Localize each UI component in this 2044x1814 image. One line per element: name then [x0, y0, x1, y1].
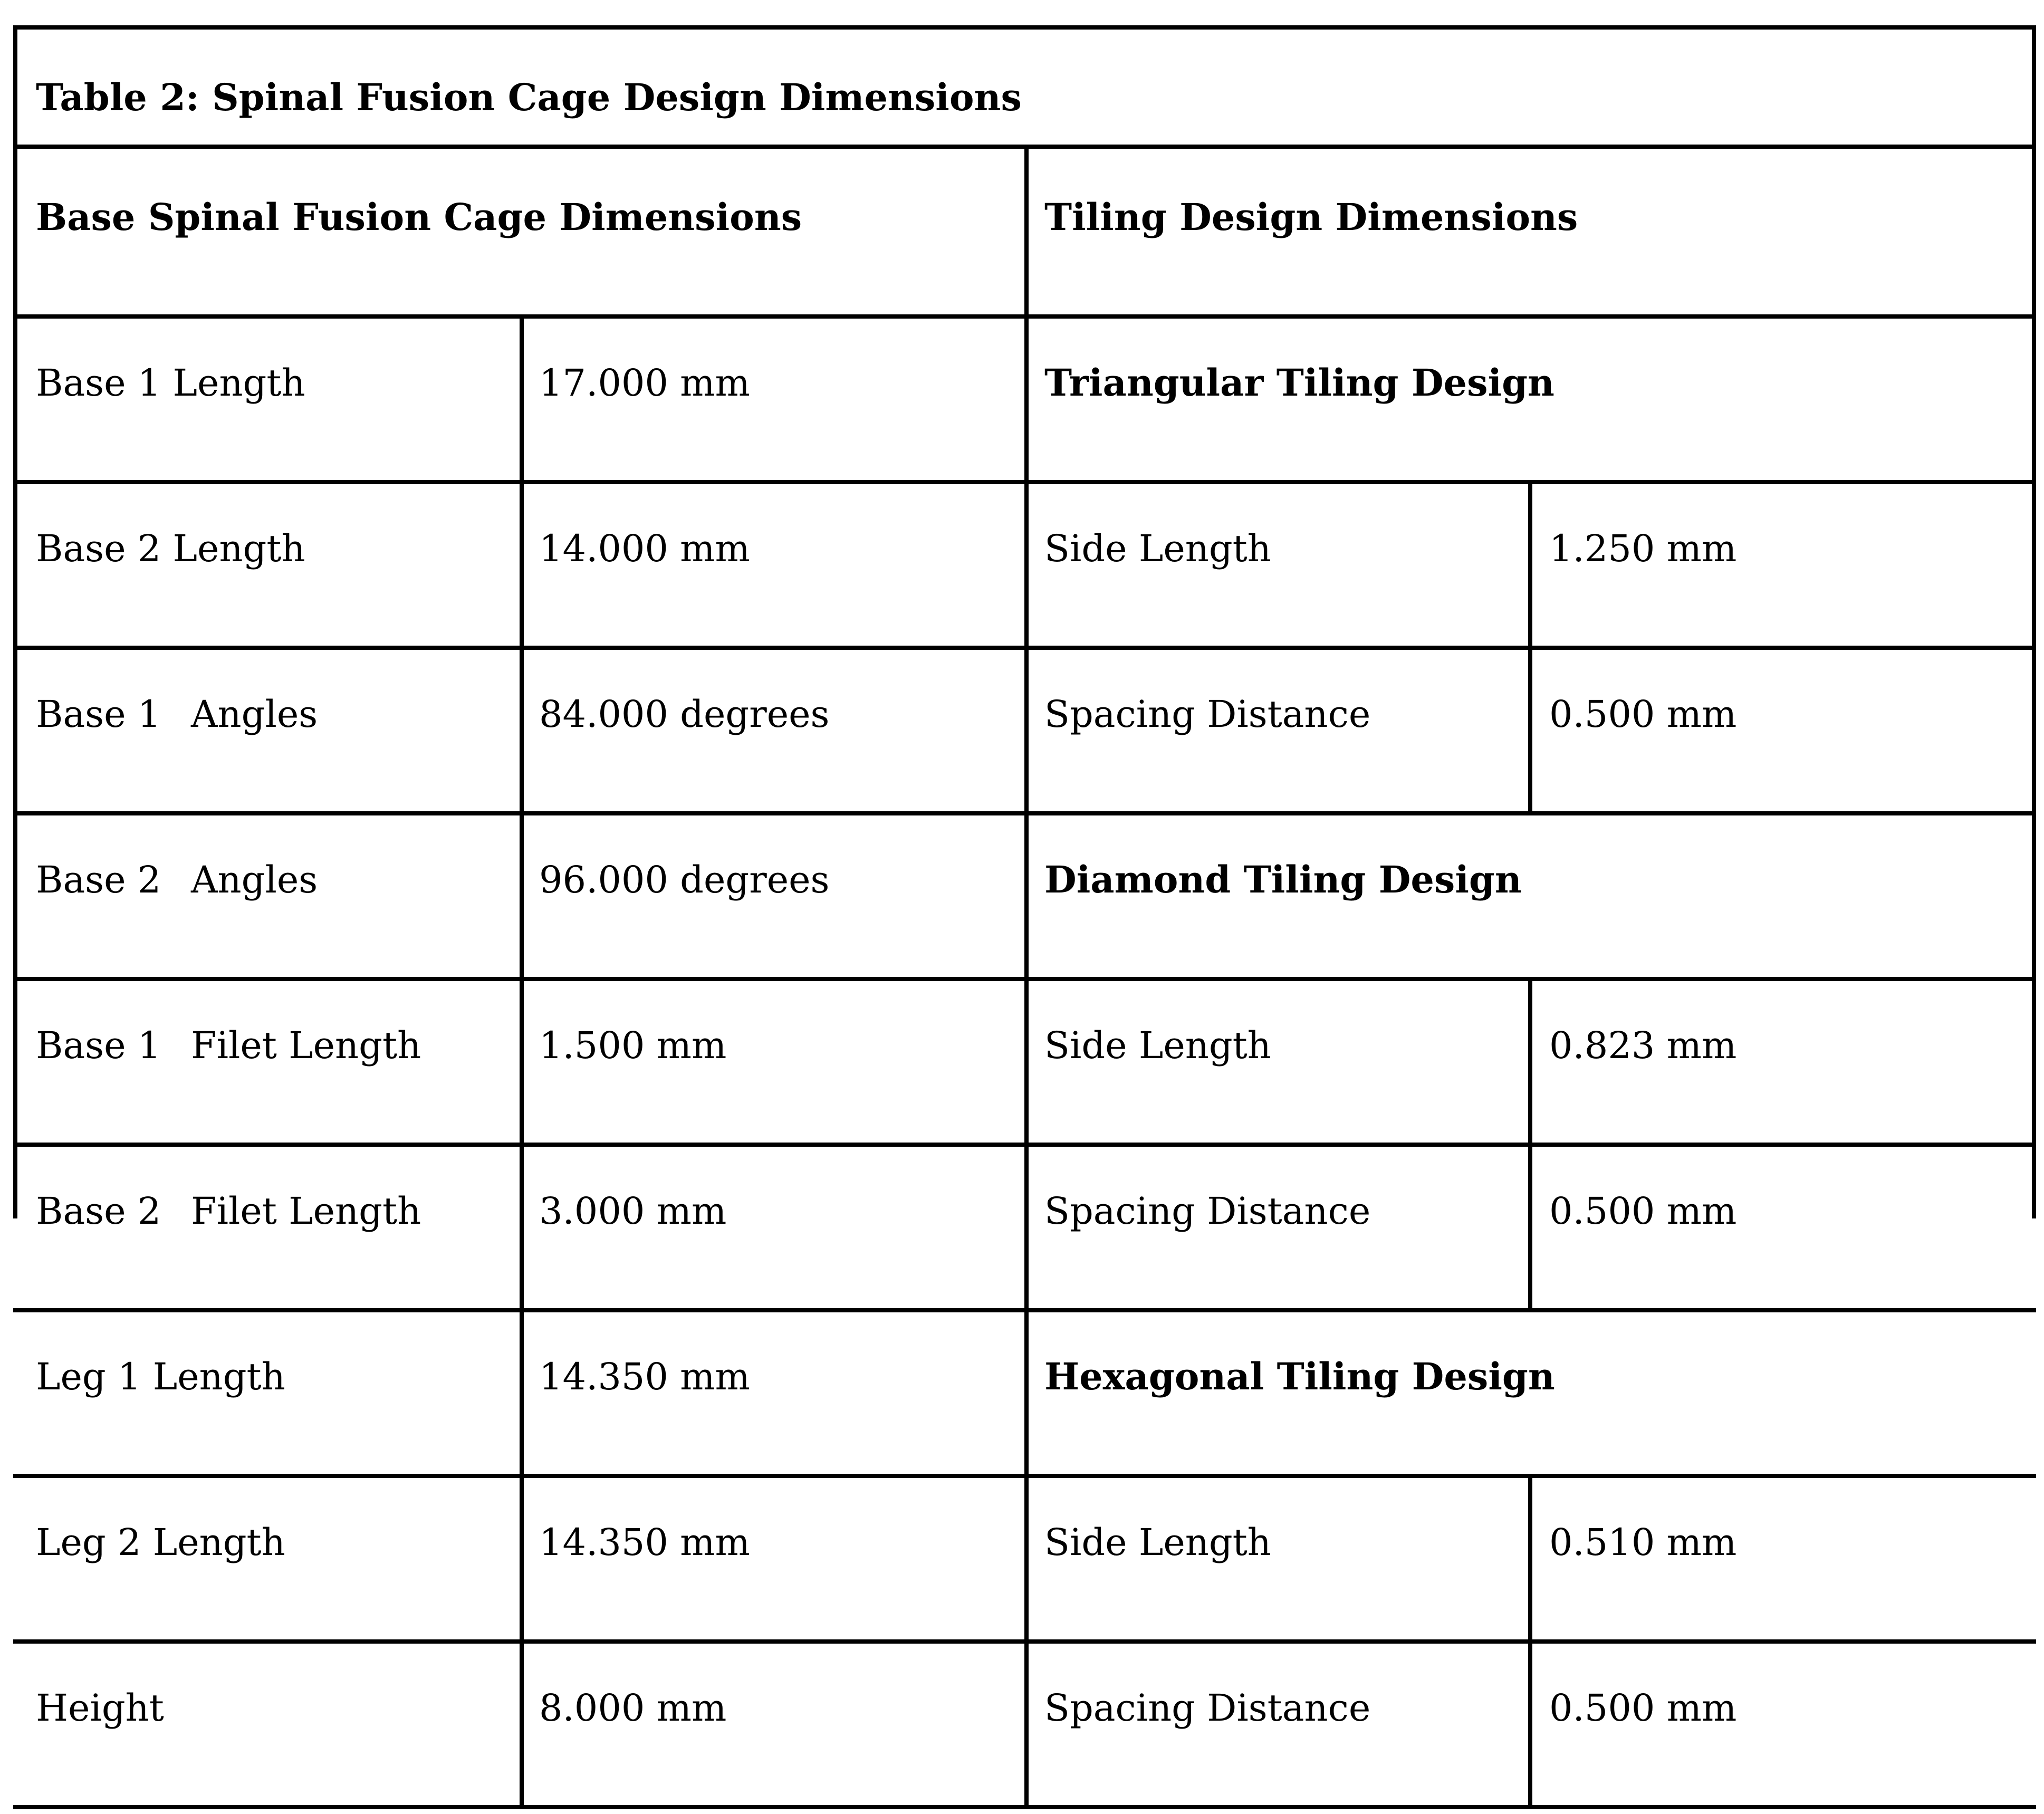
base-row-4-value: 96.000 degrees [539, 858, 830, 901]
base-row-2-value: 14.000 mm [539, 527, 750, 570]
rule-col-1 [520, 314, 524, 1809]
base-row-3-value: 84.000 degrees [539, 693, 830, 736]
hexagonal-side-label: Side Length [1044, 1521, 1271, 1564]
triangular-spacing-value: 0.500 mm [1549, 693, 1737, 736]
triangular-side-label: Side Length [1044, 527, 1271, 570]
rule-top [13, 25, 2036, 30]
triangular-side-value: 1.250 mm [1549, 527, 1737, 570]
hexagonal-spacing-label: Spacing Distance [1044, 1686, 1371, 1730]
base-row-4-sub-label: Angles [191, 858, 318, 901]
diamond-side-label: Side Length [1044, 1024, 1271, 1067]
hexagonal-spacing-value: 0.500 mm [1549, 1686, 1737, 1730]
diamond-tiling-title: Diamond Tiling Design [1044, 858, 1522, 901]
base-row-9-label: Height [36, 1686, 164, 1730]
triangular-spacing-label: Spacing Distance [1044, 693, 1371, 736]
base-row-4-label: Base 2 [36, 858, 161, 901]
rule-col-3-seg-1 [1528, 480, 1532, 815]
base-row-7-label: Leg 1 Length [36, 1355, 285, 1398]
base-row-1-value: 17.000 mm [539, 361, 750, 405]
diamond-spacing-value: 0.500 mm [1549, 1189, 1737, 1233]
base-row-5-label: Base 1 [36, 1024, 161, 1067]
right-section-header: Tiling Design Dimensions [1044, 195, 1578, 239]
triangular-tiling-title: Triangular Tiling Design [1044, 361, 1554, 405]
base-row-3-label: Base 1 [36, 693, 161, 736]
diamond-spacing-label: Spacing Distance [1044, 1189, 1371, 1233]
base-row-6-value: 3.000 mm [539, 1189, 727, 1233]
rule-col-2 [1024, 145, 1029, 1809]
base-row-8-label: Leg 2 Length [36, 1521, 285, 1564]
rule-left-edge [13, 25, 17, 1218]
rule-right-edge [2032, 25, 2036, 1218]
hexagonal-side-value: 0.510 mm [1549, 1521, 1737, 1564]
rule-col-3-seg-2 [1528, 977, 1532, 1312]
base-row-8-value: 14.350 mm [539, 1521, 750, 1564]
table-caption: Table 2: Spinal Fusion Cage Design Dimensions [36, 75, 1022, 119]
base-row-2-label: Base 2 Length [36, 527, 305, 570]
left-section-header: Base Spinal Fusion Cage Dimensions [36, 195, 802, 239]
base-row-6-sub-label: Filet Length [191, 1189, 421, 1233]
diamond-side-value: 0.823 mm [1549, 1024, 1737, 1067]
base-row-7-value: 14.350 mm [539, 1355, 750, 1398]
base-row-5-sub-label: Filet Length [191, 1024, 421, 1067]
hexagonal-tiling-title: Hexagonal Tiling Design [1044, 1355, 1555, 1398]
rule-col-3-seg-3 [1528, 1474, 1532, 1809]
base-row-6-label: Base 2 [36, 1189, 161, 1233]
base-row-1-label: Base 1 Length [36, 361, 305, 405]
base-row-5-value: 1.500 mm [539, 1024, 727, 1067]
base-row-9-value: 8.000 mm [539, 1686, 727, 1730]
base-row-3-sub-label: Angles [191, 693, 318, 736]
